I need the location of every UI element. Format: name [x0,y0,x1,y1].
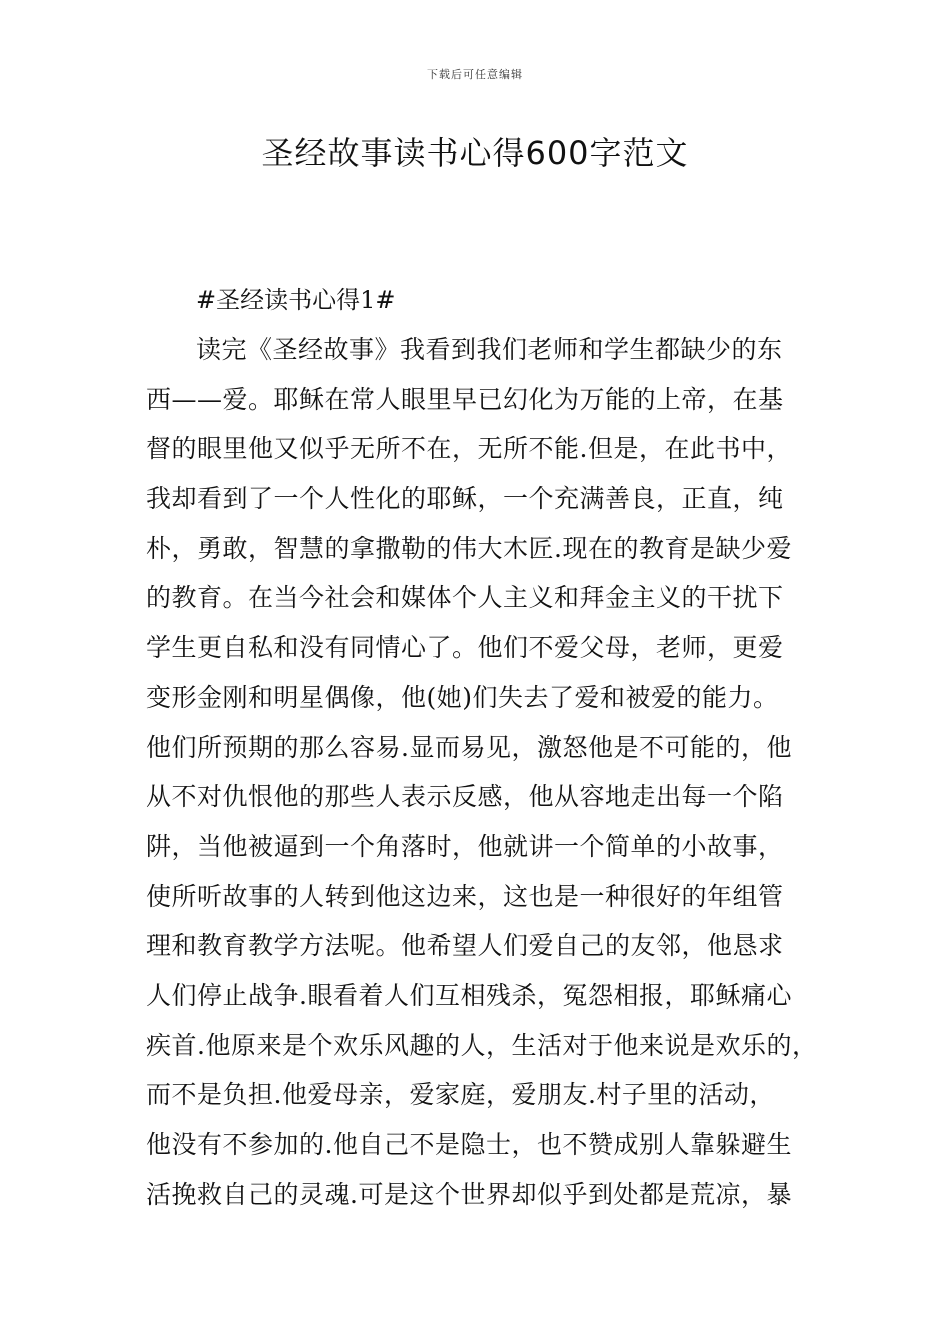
body-line: 使所听故事的人转到他这边来，这也是一种很好的年组管 [146,881,784,911]
body-line: 理和教育教学方法呢。他希望人们爱自己的友邻，他恳求 [146,931,784,961]
header-note: 下载后可任意编辑 [427,68,523,81]
body-line: 我却看到了一个人性化的耶稣，一个充满善良，正直，纯 [146,484,784,514]
body-line: 学生更自私和没有同情心了。他们不爱父母，老师，更爱 [146,633,784,663]
body-line: 督的眼里他又似乎无所不在，无所不能.但是，在此书中， [146,434,792,464]
body-line: 人们停止战争.眼看着人们互相残杀，冤怨相报，耶稣痛心 [146,980,792,1010]
body-line: 读完《圣经故事》我看到我们老师和学生都缺少的东 [196,335,783,364]
body-line: 他没有不参加的.他自己不是隐士，也不赞成别人靠躲避生 [146,1130,792,1159]
body-line: 阱，当他被逼到一个角落时，他就讲一个简单的小故事， [146,831,784,861]
body-line: 疾首.他原来是个欢乐风趣的人，生活对于他来说是欢乐的， [146,1030,818,1060]
section-heading: #圣经读书心得1# [196,286,396,314]
document-title: 圣经故事读书心得600字范文 [261,134,689,172]
body-line: 他们所预期的那么容易.显而易见，激怒他是不可能的，他 [146,732,792,762]
body-line: 从不对仇恨他的那些人表示反感，他从容地走出每一个陷 [146,782,784,812]
body-line: 变形金刚和明星偶像，他(她)们失去了爱和被爱的能力。 [146,682,779,712]
body-line: 的教育。在当今社会和媒体个人主义和拜金主义的干扰下 [146,583,784,613]
body-line: 而不是负担.他爱母亲，爱家庭，爱朋友.村子里的活动， [146,1080,775,1110]
body-line: 朴，勇敢，智慧的拿撒勒的伟大木匠.现在的教育是缺少爱 [146,533,792,563]
body-paragraph [146,330,826,1224]
body-line: 活挽救自己的灵魂.可是这个世界却似乎到处都是荒凉，暴 [146,1179,792,1209]
body-line: 西——爱。耶稣在常人眼里早已幻化为万能的上帝，在基 [146,384,784,414]
